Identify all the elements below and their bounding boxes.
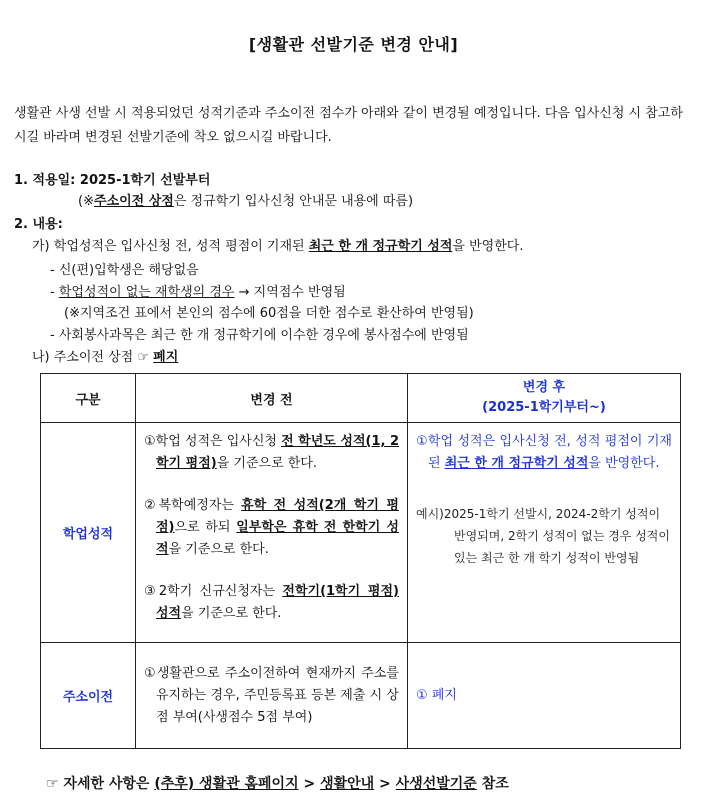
address-after-text: ① 폐지: [416, 687, 457, 703]
grades-after-cell: [408, 423, 681, 643]
page-title: [생활관 선발기준 변경 안내]: [248, 35, 459, 54]
intro-paragraph: 생활관 사생 선발 시 적용되었던 성적기준과 주소이전 점수가 아래와 같이 변경될 예정입니다. 다음 입사신청 시 참고하시길 바라며 변경된 선발기준에 착오 없으시길 바랍니다.: [14, 106, 683, 145]
grades-after-item1: ①학업 성적은 입사신청 전, 성적 평점이 기재된 최근 한 개 정규학기 성적을 반영한다.: [416, 434, 672, 471]
table-row: [41, 643, 681, 749]
grades-before-cell: [136, 423, 408, 643]
grades-before-item3: ③2학기 신규신청자는 전학기(1학기 평점) 성적을 기준으로 한다.: [144, 584, 399, 621]
row-label-grades: 학업성적: [41, 423, 136, 643]
header-after: 변경 후 (2025-1학기부터~): [408, 374, 681, 423]
bullet-no-grades: - 학업성적이 없는 재학생의 경우 → 지역점수 반영됨: [50, 285, 346, 300]
table-row: [41, 423, 681, 643]
header-before: 변경 전: [136, 374, 408, 423]
section1-note: (※주소이전 상점은 정규학기 입사신청 안내문 내용에 따름): [78, 194, 414, 209]
bullet-volunteer: - 사회봉사과목은 최근 한 개 정규학기에 이수한 경우에 봉사점수에 반영됨: [50, 328, 469, 343]
address-before-text: ①생활관으로 주소이전하여 현재까지 주소를 유지하는 경우, 주민등록표 등본 제출 시 상점 부여(사생점수 5점 부여): [144, 665, 399, 725]
address-before-cell: [136, 643, 408, 749]
section2-label: 2. 내용:: [14, 217, 63, 232]
row-label-address: 주소이전: [41, 643, 136, 749]
grades-before-item2: ②복학예정자는 휴학 전 성적(2개 학기 평점)으로 하되 일부학은 휴학 전 한학기 성적을 기준으로 한다.: [144, 498, 399, 557]
grades-after-example: 예시)2025-1학기 선발시, 2024-2학기 성적이 반영되며, 2학기 성적이 없는 경우 성적이 있는 최근 한 개 학기 성적이 반영됨: [416, 507, 670, 565]
criteria-table: [40, 373, 681, 749]
bullet-region-note: (※지역조건 표에서 본인의 점수에 60점을 더한 점수로 환산하여 반영됨): [64, 306, 474, 321]
table-header-row: [41, 374, 681, 423]
grades-before-item1: ①학업 성적은 입사신청 전 학년도 성적(1, 2학기 평점)을 기준으로 한다.: [144, 434, 399, 471]
footer-note: ☞ 자세한 사항은 (추후) 생활관 홈페이지 > 생활안내 > 사생선발기준 참조: [46, 776, 509, 792]
section2-item-b: 나) 주소이전 상점 ☞ 폐지: [32, 350, 179, 365]
header-category: 구분: [41, 374, 136, 423]
section2-item-a: 가) 학업성적은 입사신청 전, 성적 평점이 기재된 최근 한 개 정규학기 성적을 반영한다.: [32, 239, 524, 254]
section1-label: 1. 적용일: 2025-1학기 선발부터: [14, 173, 211, 188]
address-after-cell: [408, 643, 681, 749]
bullet-new-students: - 신(편)입학생은 해당없음: [50, 263, 199, 278]
